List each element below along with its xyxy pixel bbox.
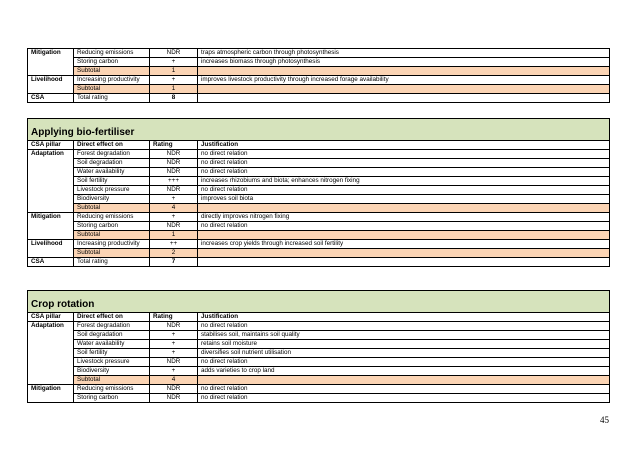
pillar-cell: Mitigation — [28, 49, 74, 76]
justification-cell: adds varieties to crop land — [198, 367, 610, 376]
rating-cell: ++ — [150, 240, 198, 249]
effect-cell: Soil fertility — [74, 177, 150, 186]
table-row — [28, 340, 610, 349]
effect-cell: Subtotal — [74, 249, 150, 258]
effect-cell: Forest degradation — [74, 150, 150, 159]
effect-cell: Subtotal — [74, 85, 150, 94]
effect-cell: Subtotal — [74, 67, 150, 76]
table-row — [28, 222, 610, 231]
justification-cell: increases rhizobiums and biota; enhances nitrogen fixing — [198, 177, 610, 186]
subtotal-row — [28, 231, 610, 240]
justification-cell: traps atmospheric carbon through photosynthesis — [198, 49, 610, 58]
effect-cell: Increasing productivity — [74, 76, 150, 85]
rating-cell: 2 — [150, 249, 198, 258]
justification-cell: no direct relation — [198, 322, 610, 331]
effect-cell: Subtotal — [74, 204, 150, 213]
rating-cell: 1 — [150, 85, 198, 94]
header-effect: Direct effect on — [74, 141, 150, 150]
section-title: Applying bio-fertiliser — [28, 119, 610, 141]
table-row — [28, 177, 610, 186]
rating-cell: 8 — [150, 94, 198, 103]
justification-cell — [198, 376, 610, 385]
pillar-cell: CSA — [28, 258, 74, 267]
pillar-cell: Adaptation — [28, 322, 74, 385]
section-title-row — [28, 291, 610, 313]
table-row — [28, 195, 610, 204]
justification-cell: no direct relation — [198, 394, 610, 403]
effect-cell: Subtotal — [74, 231, 150, 240]
rating-cell: NDR — [150, 186, 198, 195]
rating-cell: NDR — [150, 222, 198, 231]
rating-cell: 4 — [150, 204, 198, 213]
effect-cell: Total rating — [74, 94, 150, 103]
table-row — [28, 58, 610, 67]
justification-cell — [198, 204, 610, 213]
rating-cell: NDR — [150, 394, 198, 403]
total-row — [28, 94, 610, 103]
justification-cell — [198, 231, 610, 240]
rating-cell: + — [150, 213, 198, 222]
subtotal-row — [28, 204, 610, 213]
rating-cell: 4 — [150, 376, 198, 385]
rating-cell: NDR — [150, 159, 198, 168]
justification-cell — [198, 258, 610, 267]
effect-cell: Reducing emissions — [74, 49, 150, 58]
bio-fertiliser-table — [27, 118, 610, 267]
table-row — [28, 159, 610, 168]
table-row — [28, 240, 610, 249]
effect-cell: Livestock pressure — [74, 186, 150, 195]
rating-cell: 1 — [150, 231, 198, 240]
subtotal-row — [28, 249, 610, 258]
header-pillar: CSA pillar — [28, 141, 74, 150]
header-rating: Rating — [150, 141, 198, 150]
header-pillar: CSA pillar — [28, 313, 74, 322]
justification-cell — [198, 249, 610, 258]
table-row — [28, 331, 610, 340]
pillar-cell: CSA — [28, 94, 74, 103]
justification-cell: no direct relation — [198, 186, 610, 195]
effect-cell: Storing carbon — [74, 222, 150, 231]
effect-cell: Reducing emissions — [74, 213, 150, 222]
pillar-cell: Livelihood — [28, 240, 74, 258]
justification-cell: increases crop yields through increased soil fertility — [198, 240, 610, 249]
rating-cell: 7 — [150, 258, 198, 267]
rating-cell: NDR — [150, 49, 198, 58]
table-header-row — [28, 313, 610, 322]
rating-cell: + — [150, 76, 198, 85]
rating-cell: + — [150, 195, 198, 204]
justification-cell: no direct relation — [198, 150, 610, 159]
header-justification: Justification — [198, 141, 610, 150]
table-row — [28, 394, 610, 403]
justification-cell: no direct relation — [198, 159, 610, 168]
rating-cell: NDR — [150, 150, 198, 159]
justification-cell — [198, 94, 610, 103]
rating-cell: NDR — [150, 322, 198, 331]
rating-cell: + — [150, 349, 198, 358]
effect-cell: Biodiversity — [74, 195, 150, 204]
effect-cell: Water availability — [74, 340, 150, 349]
mitigation-livelihood-table-continued — [27, 48, 610, 103]
table-row — [28, 168, 610, 177]
justification-cell: stabilises soil, maintains soil quality — [198, 331, 610, 340]
subtotal-row — [28, 85, 610, 94]
table-row — [28, 76, 610, 85]
section-title: Crop rotation — [28, 291, 610, 313]
rating-cell: NDR — [150, 168, 198, 177]
effect-cell: Livestock pressure — [74, 358, 150, 367]
rating-cell: NDR — [150, 358, 198, 367]
justification-cell: retains soil moisture — [198, 340, 610, 349]
justification-cell: directly improves nitrogen fixing — [198, 213, 610, 222]
effect-cell: Reducing emissions — [74, 385, 150, 394]
rating-cell: + — [150, 58, 198, 67]
table-row — [28, 49, 610, 58]
table-row — [28, 186, 610, 195]
pillar-cell: Adaptation — [28, 150, 74, 213]
justification-cell: no direct relation — [198, 358, 610, 367]
pillar-cell: Livelihood — [28, 76, 74, 94]
rating-cell: + — [150, 331, 198, 340]
justification-cell: no direct relation — [198, 385, 610, 394]
subtotal-row — [28, 376, 610, 385]
justification-cell: improves soil biota — [198, 195, 610, 204]
rating-cell: 1 — [150, 67, 198, 76]
pillar-cell: Mitigation — [28, 213, 74, 240]
effect-cell: Water availability — [74, 168, 150, 177]
justification-cell — [198, 85, 610, 94]
justification-cell: improves livestock productivity through increased forage availability — [198, 76, 610, 85]
justification-cell: increases biomass through photosynthesis — [198, 58, 610, 67]
table-row — [28, 322, 610, 331]
effect-cell: Subtotal — [74, 376, 150, 385]
effect-cell: Soil fertility — [74, 349, 150, 358]
rating-cell: +++ — [150, 177, 198, 186]
effect-cell: Storing carbon — [74, 394, 150, 403]
page-number: 45 — [600, 415, 609, 425]
header-justification: Justification — [198, 313, 610, 322]
total-row — [28, 258, 610, 267]
rating-cell: NDR — [150, 385, 198, 394]
rating-cell: + — [150, 340, 198, 349]
effect-cell: Soil degradation — [74, 331, 150, 340]
table-header-row — [28, 141, 610, 150]
header-effect: Direct effect on — [74, 313, 150, 322]
header-rating: Rating — [150, 313, 198, 322]
table-row — [28, 367, 610, 376]
section-title-row — [28, 119, 610, 141]
effect-cell: Biodiversity — [74, 367, 150, 376]
subtotal-row — [28, 67, 610, 76]
justification-cell: diversifies soil nutrient utilisation — [198, 349, 610, 358]
effect-cell: Increasing productivity — [74, 240, 150, 249]
rating-cell: + — [150, 367, 198, 376]
table-row — [28, 150, 610, 159]
table-row — [28, 385, 610, 394]
table-row — [28, 349, 610, 358]
effect-cell: Total rating — [74, 258, 150, 267]
table-row — [28, 213, 610, 222]
justification-cell: no direct relation — [198, 222, 610, 231]
table-row — [28, 358, 610, 367]
effect-cell: Soil degradation — [74, 159, 150, 168]
justification-cell: no direct relation — [198, 168, 610, 177]
effect-cell: Forest degradation — [74, 322, 150, 331]
crop-rotation-table — [27, 290, 610, 403]
pillar-cell: Mitigation — [28, 385, 74, 403]
justification-cell — [198, 67, 610, 76]
effect-cell: Storing carbon — [74, 58, 150, 67]
